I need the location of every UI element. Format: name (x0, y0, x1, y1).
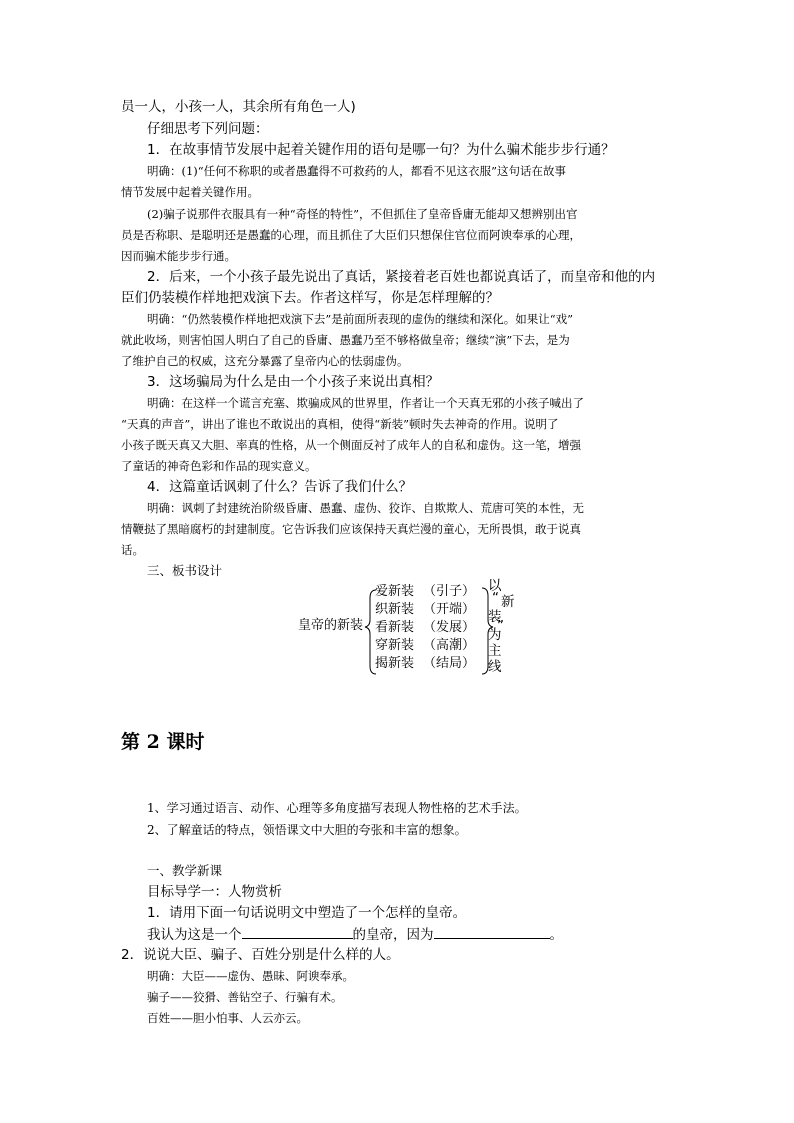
stage-role-1: （引子） (423, 584, 476, 599)
answer-3-line-1: 明确：在这样一个谎言充塞、欺骗成风的世界里，作者让一个天真无邪的小孩子喊出了 (147, 396, 584, 410)
answer-1-line-3: (2)骗子说那件衣服具有一种“奇怪的特性”，不但抓住了皇帝昏庸无能却又想辨别出官 (147, 207, 578, 221)
answer-4-line-1: 明确：讽刺了封建统治阶级昏庸、愚蠢、虚伪、狡诈、自欺欺人、荒唐可笑的本性，无 (147, 501, 584, 515)
answer-1-line-5: 因而骗术能步步行通。 (121, 249, 236, 263)
stage-role-2: （开端） (423, 602, 476, 617)
side-char: 新 (501, 594, 515, 610)
side-char: ” (497, 618, 504, 634)
answer-3-line-2: “天真的声音”，讲出了谁也不敢说出的真相，使得“新装”顿时失去神奇的作用。说明了 (121, 417, 559, 431)
fill-text-b: 的皇帝，因为 (352, 927, 434, 943)
stage-action-2: 织新装 (375, 602, 415, 617)
answer-2-line-2: 就此收场，则害怕国人明白了自己的昏庸、愚蠢乃至不够格做皇帝；继续“演”下去，是为 (121, 333, 570, 347)
side-char: 以 (488, 578, 502, 594)
stage-role-5: （结局） (423, 656, 476, 671)
side-char: 为 (488, 627, 502, 643)
goal-2: 2、了解童话的特点，领悟课文中大胆的夸张和丰富的想象。 (147, 823, 467, 837)
fill-text-c: 。 (549, 927, 563, 943)
stage-role-4: （高潮） (423, 638, 476, 653)
answer-1-line-2: 情节发展中起着关键作用。 (121, 185, 259, 199)
lesson2-answer-line-2: 骗子——狡猾、善钻空子、行骗有术。 (147, 990, 343, 1004)
stage-action-5: 揭新装 (375, 656, 415, 671)
section-board-design: 三、板书设计 (147, 563, 223, 578)
side-char: 装 (488, 609, 502, 625)
answer-3-line-3: 小孩子既天真又大胆、率真的性格，从一个侧面反衬了成年人的自私和虚伪。这一笔，增强 (121, 438, 581, 452)
answer-2-line-1: 明确：“仍然装模作样地把戏演下去”是前面所表现的虚伪的继续和深化。如果让“戏” (147, 312, 574, 326)
goal-1: 1、学习通过语言、动作、心理等多角度描写表现人物性格的艺术手法。 (147, 801, 527, 815)
intro-tail: 员一人，小孩一人，其余所有角色一人) (121, 99, 356, 115)
think-prompt: 仔细思考下列问题： (147, 121, 269, 137)
question-3: 3．这场骗局为什么是由一个小孩子来说出真相？ (147, 374, 440, 390)
stage-action-3: 看新装 (375, 620, 415, 635)
side-char: “ (492, 590, 499, 606)
side-char: 主 (488, 643, 502, 659)
fill-text-a: 我认为这是一个 (147, 927, 242, 943)
stage-role-3: （发展） (423, 620, 476, 635)
answer-1-line-4: 员是否称职、是聪明还是愚蠢的心理，而且抓住了大臣们只想保住官位而阿谀奉承的心理， (121, 228, 581, 242)
fill-in-sentence (147, 925, 563, 944)
lesson2-question-2: 2．说说大臣、骗子、百姓分别是什么样的人。 (121, 947, 400, 963)
lesson2-question-1: 1．请用下面一句话说明文中塑造了一个怎样的皇帝。 (147, 905, 467, 921)
stage-action-4: 穿新装 (375, 638, 415, 653)
question-2-line-1: 2．后来，一个小孩子最先说出了真话，紧接着老百姓也都说真话了，而皇帝和他的内 (147, 269, 656, 285)
question-1: 1．在故事情节发展中起着关键作用的语句是哪一句？为什么骗术能步步行通？ (147, 142, 615, 158)
answer-3-line-4: 了童话的神奇色彩和作品的现实意义。 (121, 459, 317, 473)
answer-1-line-1: 明确：(1)“任何不称职的或者愚蠢得不可救药的人，都看不见这衣服”这句话在故事 (147, 164, 567, 178)
fill-blank-1[interactable] (242, 925, 353, 939)
target-1: 目标导学一：人物赏析 (147, 884, 282, 900)
board-title: 皇帝的新装 (298, 618, 364, 633)
side-char: 线 (488, 659, 502, 675)
question-2-line-2: 臣们仍装模作样地把戏演下去。作者这样写，你是怎样理解的？ (121, 290, 499, 306)
question-4: 4．这篇童话讽刺了什么？告诉了我们什么？ (147, 479, 413, 495)
lesson-2-heading: 第 2 课时 (121, 731, 205, 753)
lesson2-answer-line-3: 百姓——胆小怕事、人云亦云。 (147, 1011, 308, 1025)
answer-4-line-3: 话。 (121, 543, 144, 557)
answer-2-line-3: 了维护自己的权威，这充分暴露了皇帝内心的怯弱虚伪。 (121, 354, 409, 368)
section-new-lesson: 一、教学新课 (147, 863, 223, 878)
fill-blank-2[interactable] (434, 925, 550, 939)
answer-4-line-2: 情鞭挞了黑暗腐朽的封建制度。它告诉我们应该保持天真烂漫的童心，无所畏惧，敢于说真 (121, 522, 581, 536)
stage-action-1: 爱新装 (375, 584, 415, 599)
lesson2-answer-line-1: 明确：大臣——虚伪、愚昧、阿谀奉承。 (147, 969, 354, 983)
